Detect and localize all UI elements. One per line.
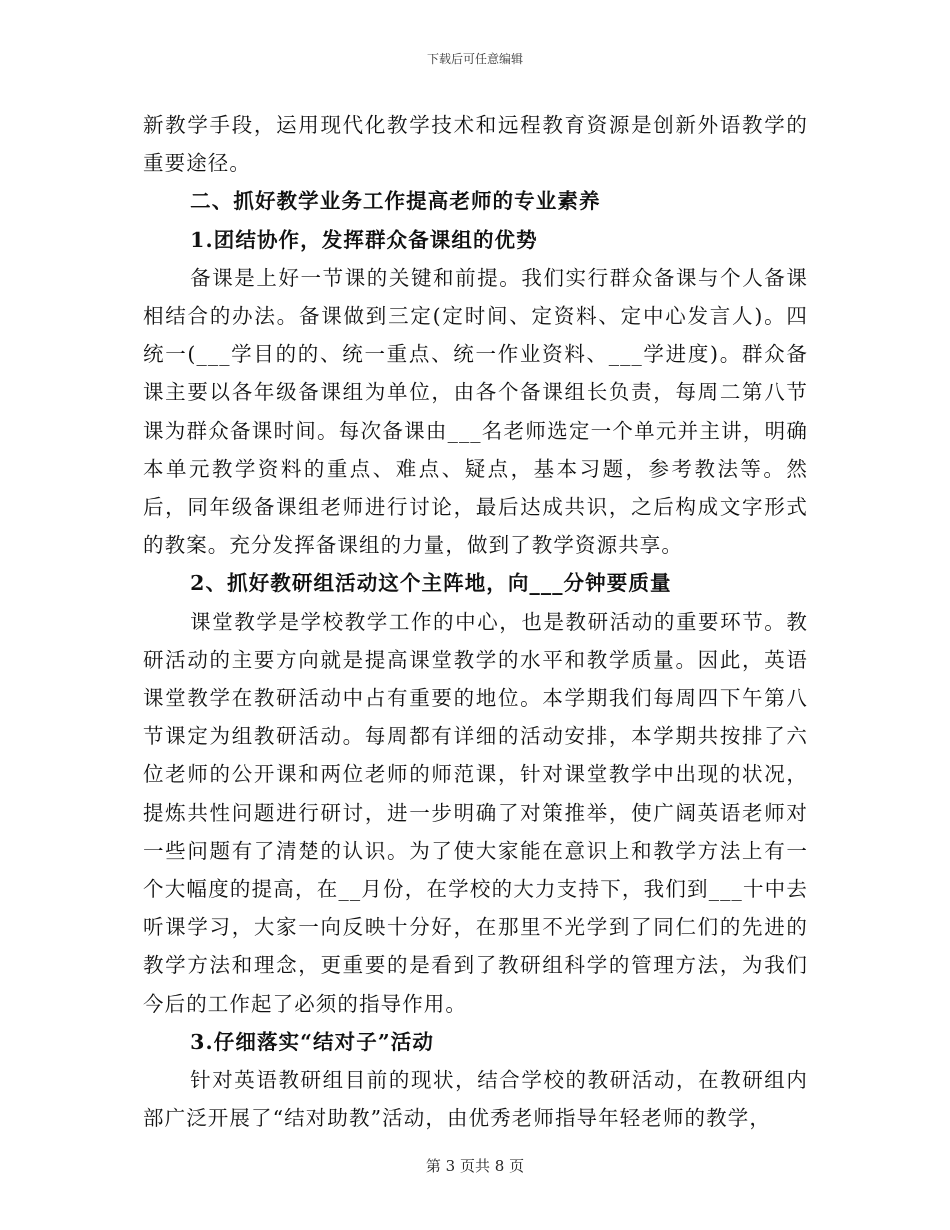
paragraph-pairing: 针对英语教研组目前的现状，结合学校的教研活动，在教研组内部广泛开展了“结对助教”活动，由优秀老师指导年轻老师的教学， [143,1068,808,1131]
page-footer: 第 3 页共 8 页 [425,1157,525,1175]
paragraph-teaching-research: 课堂教学是学校教学工作的中心，也是教研活动的重要环节。教研活动的主要方向就是提高课堂教学的水平和教学质量。因此，英语课堂教学在教研活动中占有重要的地位。本学期我们每周四下午第八节课定为组教研活动。每周都有详细的活动安排，本学期共按排了六位老师的公开课和两位老师的师范课，针对课堂教学中出现的状况，提炼共性问题进行研讨，进一步明确了对策推举，使广阔英语老师对一些问题有了清楚的认识。为了使大家能在意识上和教学方法上有一个大幅度的提高，在__月份，在学校的大力支持下，我们到___十中去听课学习，大家一向反映十分好，在那里不光学到了同仁们的先进的教学方法和理念，更重要的是看到了教研组科学的管理方法，为我们今后的工作起了必须的指导作用。 [143,609,808,1016]
subsection-heading-1: 1.团结协作，发挥群众备课组的优势 [190,227,538,252]
page-header: 下载后可任意编辑 [426,52,523,66]
paragraph-lesson-prep: 备课是上好一节课的关键和前提。我们实行群众备课与个人备课相结合的办法。备课做到三定(定时间、定资料、定中心发言人)。四统一(___学目的的、统一重点、统一作业资料、___学进度)。群众备课主要以各年级备课组为单位，由各个备课组长负责，每周二第八节课为群众备课时间。每次备课由___名老师选定一个单元并主讲，明确本单元教学资料的重点、难点、疑点，基本习题，参考教法等。然后，同年级备课组老师进行讨论，最后达成共识，之后构成文字形式的教案。充分发挥备课组的力量，做到了教学资源共享。 [143,265,808,558]
paragraph-continued: 新教学手段，运用现代化教学技术和远程教育资源是创新外语教学的重要途径。 [143,113,808,176]
section-heading: 二、抓好教学业务工作提高老师的专业素养 [190,189,601,214]
subsection-heading-2: 2、抓好教研组活动这个主阵地，向___分钟要质量 [190,571,672,596]
subsection-heading-3: 3.仔细落实“结对子”活动 [190,1029,434,1054]
document-body [143,106,808,1137]
